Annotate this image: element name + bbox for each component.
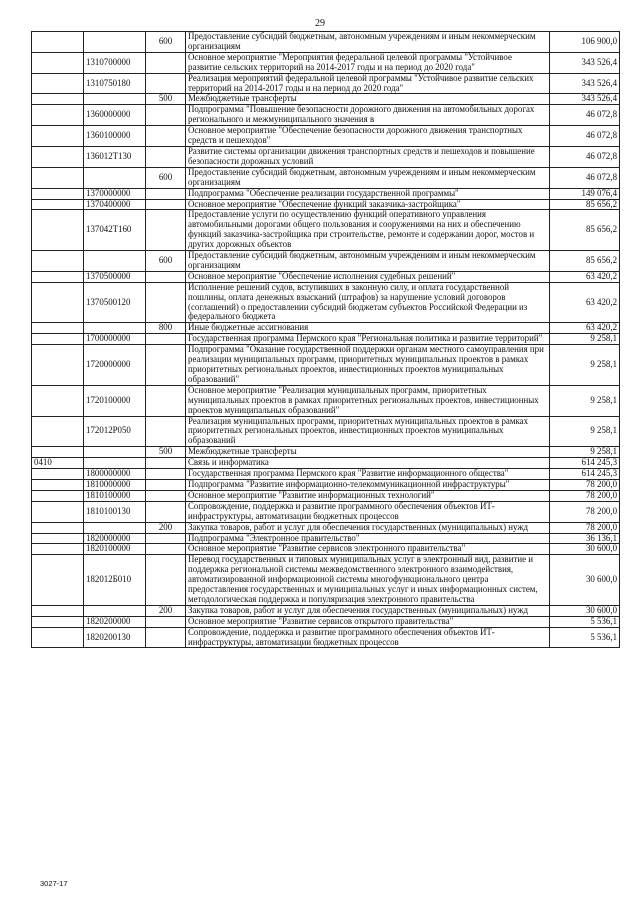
amount-cell: 149 076,4: [550, 188, 620, 199]
table-row: [32, 126, 620, 147]
table-row: [32, 94, 620, 105]
amount-cell: 46 072,8: [550, 167, 620, 188]
section-code-cell: [32, 188, 84, 199]
expense-type-code-cell: [146, 199, 186, 210]
target-article-code-cell: 1370500120: [84, 282, 146, 323]
expense-type-code-cell: [146, 533, 186, 544]
amount-cell: 9 258,1: [550, 385, 620, 416]
item-name-cell: Сопровождение, поддержка и развитие программного обеспечения объектов ИТ-инфраструктуры, автоматизации бюджетных процессов: [186, 501, 550, 522]
table-row: [32, 199, 620, 210]
table-row: [32, 146, 620, 167]
section-code-cell: [32, 52, 84, 73]
target-article-code-cell: [84, 167, 146, 188]
section-code-cell: [32, 282, 84, 323]
item-name-cell: Иные бюджетные ассигнования: [186, 323, 550, 334]
target-article-code-cell: [84, 323, 146, 334]
table-row: [32, 555, 620, 606]
table-row: [32, 32, 620, 53]
section-code-cell: [32, 605, 84, 616]
item-name-cell: Подпрограмма "Электронное правительство": [186, 533, 550, 544]
amount-cell: 5 536,1: [550, 616, 620, 627]
table-row: [32, 271, 620, 282]
section-code-cell: [32, 251, 84, 272]
target-article-code-cell: 137042Т160: [84, 210, 146, 251]
section-code-cell: [32, 479, 84, 490]
item-name-cell: Межбюджетные трансферты: [186, 447, 550, 458]
amount-cell: 46 072,8: [550, 105, 620, 126]
expense-type-code-cell: [146, 555, 186, 606]
section-code-cell: [32, 210, 84, 251]
table-row: [32, 385, 620, 416]
expense-type-code-cell: [146, 627, 186, 648]
amount-cell: 85 656,2: [550, 199, 620, 210]
section-code-cell: [32, 271, 84, 282]
item-name-cell: Основное мероприятие "Обеспечение исполнения судебных решений": [186, 271, 550, 282]
item-name-cell: Исполнение решений судов, вступивших в законную силу, и оплата государственной пошлины, оплата денежных взысканий (штрафов) за нарушение условий договоров (соглашений) о предоставлении субсидий бюджетам субъектов Российской Федерации из федерального бюджета: [186, 282, 550, 323]
budget-table-body: [32, 32, 620, 648]
section-code-cell: [32, 533, 84, 544]
amount-cell: 46 072,8: [550, 146, 620, 167]
item-name-cell: Перевод государственных и типовых муниципальных услуг в электронный вид, развитие и поддержка региональной системы межведомственного электронного взаимодействия, автоматизированной информационной системы многофункционального центра предоставления государственных и муниципальных услуг и иных информационных систем, методологическая поддержка и популяризация электронного правительства: [186, 555, 550, 606]
expense-type-code-cell: 200: [146, 522, 186, 533]
section-code-cell: [32, 167, 84, 188]
item-name-cell: Закупка товаров, работ и услуг для обеспечения государственных (муниципальных) нужд: [186, 605, 550, 616]
expense-type-code-cell: [146, 188, 186, 199]
section-code-cell: [32, 334, 84, 345]
table-row: [32, 458, 620, 469]
expense-type-code-cell: 500: [146, 447, 186, 458]
item-name-cell: Основное мероприятие "Мероприятия федеральной целевой программы "Устойчивое развитие сельских территорий на 2014-2017 годы и на период до 2020 года": [186, 52, 550, 73]
target-article-code-cell: 1370500000: [84, 271, 146, 282]
target-article-code-cell: [84, 458, 146, 469]
amount-cell: 30 600,0: [550, 544, 620, 555]
target-article-code-cell: 1370400000: [84, 199, 146, 210]
item-name-cell: Закупка товаров, работ и услуг для обеспечения государственных (муниципальных) нужд: [186, 522, 550, 533]
amount-cell: 30 600,0: [550, 605, 620, 616]
amount-cell: 36 136,1: [550, 533, 620, 544]
item-name-cell: Подпрограмма "Развитие информационно-телекоммуникационной инфраструктуры": [186, 479, 550, 490]
amount-cell: 343 526,4: [550, 52, 620, 73]
amount-cell: 63 420,2: [550, 323, 620, 334]
target-article-code-cell: 1820000000: [84, 533, 146, 544]
table-row: [32, 52, 620, 73]
target-article-code-cell: 136012Т130: [84, 146, 146, 167]
amount-cell: 343 526,4: [550, 73, 620, 94]
amount-cell: 343 526,4: [550, 94, 620, 105]
item-name-cell: Сопровождение, поддержка и развитие программного обеспечения объектов ИТ-инфраструктуры, автоматизации бюджетных процессов: [186, 627, 550, 648]
expense-type-code-cell: [146, 544, 186, 555]
expense-type-code-cell: [146, 616, 186, 627]
item-name-cell: Реализация муниципальных программ, приоритетных муниципальных проектов в рамках приоритетных региональных проектов, инвестиционных проектов муниципальных образований: [186, 416, 550, 447]
expense-type-code-cell: [146, 416, 186, 447]
amount-cell: 46 072,8: [550, 126, 620, 147]
amount-cell: 614 245,3: [550, 458, 620, 469]
expense-type-code-cell: 600: [146, 32, 186, 53]
section-code-cell: [32, 146, 84, 167]
item-name-cell: Основное мероприятие "Развитие сервисов электронного правительства": [186, 544, 550, 555]
expense-type-code-cell: [146, 282, 186, 323]
target-article-code-cell: 1720100000: [84, 385, 146, 416]
table-row: [32, 167, 620, 188]
amount-cell: 85 656,2: [550, 251, 620, 272]
table-row: [32, 605, 620, 616]
amount-cell: 78 200,0: [550, 490, 620, 501]
section-code-cell: [32, 469, 84, 480]
section-code-cell: [32, 323, 84, 334]
table-row: [32, 416, 620, 447]
expense-type-code-cell: [146, 458, 186, 469]
budget-table: [31, 31, 620, 648]
item-name-cell: Предоставление субсидий бюджетным, автономным учреждениям и иным некоммерческим организациям: [186, 251, 550, 272]
table-row: [32, 501, 620, 522]
target-article-code-cell: [84, 251, 146, 272]
target-article-code-cell: 172012Р050: [84, 416, 146, 447]
expense-type-code-cell: [146, 52, 186, 73]
target-article-code-cell: [84, 605, 146, 616]
section-code-cell: [32, 385, 84, 416]
table-row: [32, 544, 620, 555]
amount-cell: 5 536,1: [550, 627, 620, 648]
section-code-cell: [32, 627, 84, 648]
target-article-code-cell: 1310750180: [84, 73, 146, 94]
target-article-code-cell: 1370000000: [84, 188, 146, 199]
section-code-cell: [32, 616, 84, 627]
item-name-cell: Подпрограмма "Обеспечение реализации государственной программы": [186, 188, 550, 199]
table-row: [32, 73, 620, 94]
page-number: 29: [315, 18, 325, 29]
expense-type-code-cell: 200: [146, 605, 186, 616]
expense-type-code-cell: 500: [146, 94, 186, 105]
expense-type-code-cell: [146, 469, 186, 480]
section-code-cell: [32, 447, 84, 458]
section-code-cell: [32, 94, 84, 105]
item-name-cell: Развитие системы организации движения транспортных средств и пешеходов и повышение безопасности дорожных условий: [186, 146, 550, 167]
table-row: [32, 447, 620, 458]
target-article-code-cell: 1810000000: [84, 479, 146, 490]
table-row: [32, 251, 620, 272]
section-code-cell: [32, 105, 84, 126]
table-row: [32, 627, 620, 648]
section-code-cell: 0410: [32, 458, 84, 469]
table-row: [32, 210, 620, 251]
expense-type-code-cell: [146, 490, 186, 501]
expense-type-code-cell: [146, 126, 186, 147]
item-name-cell: Основное мероприятие "Обеспечение функций заказчика-застройщика": [186, 199, 550, 210]
expense-type-code-cell: [146, 210, 186, 251]
table-row: [32, 616, 620, 627]
amount-cell: 63 420,2: [550, 271, 620, 282]
item-name-cell: Предоставление услуги по осуществлению функций оперативного управления автомобильными дорогами общего пользования и сооружениями на них и обеспечению функций заказчика-застройщика при строительстве, ремонте и содержании дорог, мостов и других дорожных объектов: [186, 210, 550, 251]
amount-cell: 78 200,0: [550, 479, 620, 490]
table-row: [32, 282, 620, 323]
target-article-code-cell: [84, 94, 146, 105]
amount-cell: 9 258,1: [550, 416, 620, 447]
amount-cell: 85 656,2: [550, 210, 620, 251]
target-article-code-cell: 1820200000: [84, 616, 146, 627]
item-name-cell: Государственная программа Пермского края "Региональная политика и развитие территорий": [186, 334, 550, 345]
item-name-cell: Связь и информатика: [186, 458, 550, 469]
expense-type-code-cell: [146, 73, 186, 94]
expense-type-code-cell: 800: [146, 323, 186, 334]
expense-type-code-cell: 600: [146, 251, 186, 272]
item-name-cell: Основное мероприятие "Реализация муниципальных программ, приоритетных муниципальных проектов в рамках приоритетных региональных проектов, инвестиционных проектов муниципальных образований": [186, 385, 550, 416]
expense-type-code-cell: [146, 146, 186, 167]
expense-type-code-cell: [146, 385, 186, 416]
target-article-code-cell: 1820200130: [84, 627, 146, 648]
target-article-code-cell: [84, 32, 146, 53]
expense-type-code-cell: [146, 271, 186, 282]
section-code-cell: [32, 555, 84, 606]
target-article-code-cell: 1810100130: [84, 501, 146, 522]
item-name-cell: Предоставление субсидий бюджетным, автономным учреждениям и иным некоммерческим организациям: [186, 32, 550, 53]
item-name-cell: Основное мероприятие "Развитие сервисов открытого правительства": [186, 616, 550, 627]
table-row: [32, 323, 620, 334]
item-name-cell: Основное мероприятие "Развитие информационных технологий": [186, 490, 550, 501]
amount-cell: 614 245,3: [550, 469, 620, 480]
target-article-code-cell: 1720000000: [84, 345, 146, 386]
target-article-code-cell: 1360100000: [84, 126, 146, 147]
section-code-cell: [32, 416, 84, 447]
section-code-cell: [32, 501, 84, 522]
section-code-cell: [32, 73, 84, 94]
target-article-code-cell: 1810100000: [84, 490, 146, 501]
item-name-cell: Предоставление субсидий бюджетным, автономным учреждениям и иным некоммерческим организациям: [186, 167, 550, 188]
expense-type-code-cell: [146, 105, 186, 126]
section-code-cell: [32, 490, 84, 501]
target-article-code-cell: [84, 447, 146, 458]
amount-cell: 106 900,0: [550, 32, 620, 53]
table-row: [32, 522, 620, 533]
target-article-code-cell: 1800000000: [84, 469, 146, 480]
table-row: [32, 105, 620, 126]
expense-type-code-cell: [146, 501, 186, 522]
item-name-cell: Подпрограмма "Повышение безопасности дорожного движения на автомобильных дорогах регионального и межмуниципального значения в: [186, 105, 550, 126]
section-code-cell: [32, 544, 84, 555]
section-code-cell: [32, 32, 84, 53]
expense-type-code-cell: [146, 479, 186, 490]
expense-type-code-cell: 600: [146, 167, 186, 188]
amount-cell: 78 200,0: [550, 501, 620, 522]
item-name-cell: Межбюджетные трансферты: [186, 94, 550, 105]
table-row: [32, 490, 620, 501]
amount-cell: 63 420,2: [550, 282, 620, 323]
table-row: [32, 345, 620, 386]
amount-cell: 9 258,1: [550, 447, 620, 458]
item-name-cell: Подпрограмма "Оказание государственной поддержки органам местного самоуправления при реализации муниципальных программ, приоритетных муниципальных проектов в рамках приоритетных региональных проектов, инвестиционных проектов муниципальных образований": [186, 345, 550, 386]
section-code-cell: [32, 345, 84, 386]
footer-code: 3027-17: [40, 879, 68, 888]
item-name-cell: Реализация мероприятий федеральной целевой программы "Устойчивое развитие сельских территорий на 2014-2017 годы и на период до 2020 года": [186, 73, 550, 94]
table-row: [32, 188, 620, 199]
target-article-code-cell: 1700000000: [84, 334, 146, 345]
amount-cell: 30 600,0: [550, 555, 620, 606]
target-article-code-cell: [84, 522, 146, 533]
amount-cell: 78 200,0: [550, 522, 620, 533]
amount-cell: 9 258,1: [550, 334, 620, 345]
table-row: [32, 469, 620, 480]
expense-type-code-cell: [146, 334, 186, 345]
section-code-cell: [32, 126, 84, 147]
amount-cell: 9 258,1: [550, 345, 620, 386]
target-article-code-cell: 1360000000: [84, 105, 146, 126]
table-row: [32, 334, 620, 345]
section-code-cell: [32, 522, 84, 533]
expense-type-code-cell: [146, 345, 186, 386]
table-row: [32, 533, 620, 544]
target-article-code-cell: 1820100000: [84, 544, 146, 555]
item-name-cell: Основное мероприятие "Обеспечение безопасности дорожного движения транспортных средств и пешеходов": [186, 126, 550, 147]
table-row: [32, 479, 620, 490]
item-name-cell: Государственная программа Пермского края "Развитие информационного общества": [186, 469, 550, 480]
target-article-code-cell: 1310700000: [84, 52, 146, 73]
target-article-code-cell: 182012Б010: [84, 555, 146, 606]
section-code-cell: [32, 199, 84, 210]
